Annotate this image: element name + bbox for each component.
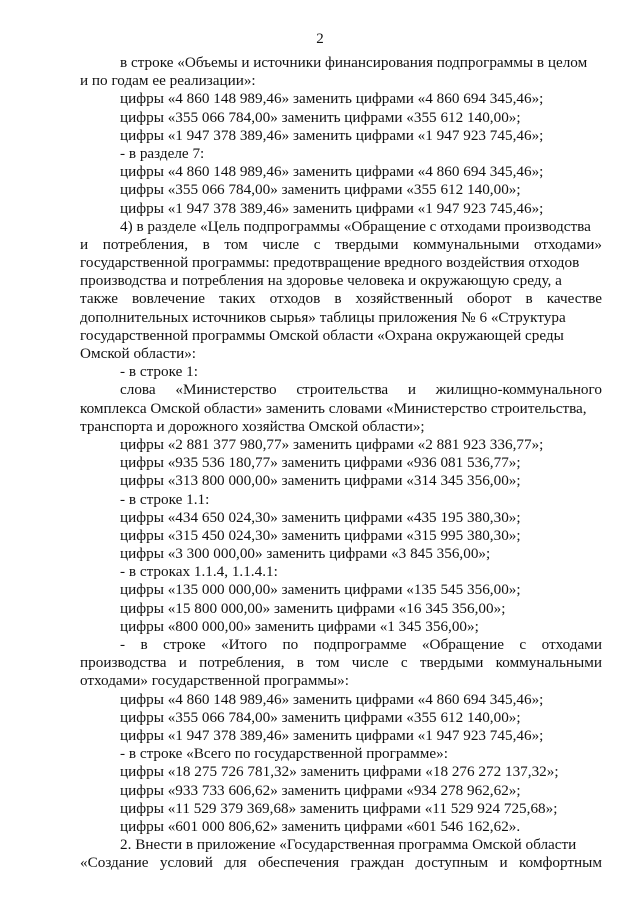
- text-line: цифры «4 860 148 989,46» заменить цифрами «4 860 694 345,46»;: [120, 163, 544, 181]
- text-line: цифры «800 000,00» заменить цифрами «1 345 356,00»;: [120, 617, 479, 635]
- document-body: [80, 54, 602, 872]
- text-line: цифры «1 947 378 389,46» заменить цифрами «1 947 923 745,46»;: [120, 199, 544, 217]
- text-line: производства и потребления, в том числе с твердыми коммунальными: [80, 654, 602, 672]
- text-line: цифры «1 947 378 389,46» заменить цифрами «1 947 923 745,46»;: [120, 126, 544, 144]
- text-line: цифры «1 947 378 389,46» заменить цифрами «1 947 923 745,46»;: [120, 726, 544, 744]
- text-line: цифры «15 800 000,00» заменить цифрами «16 345 356,00»;: [120, 599, 506, 617]
- text-line: цифры «18 275 726 781,32» заменить цифрами «18 276 272 137,32»;: [120, 763, 559, 781]
- text-line: дополнительных источников сырья» таблицы приложения № 6 «Структура: [80, 308, 566, 326]
- text-line: - в строках 1.1.4, 1.1.4.1:: [120, 563, 278, 581]
- text-line: 4) в разделе «Цель подпрограммы «Обращение с отходами производства: [120, 217, 591, 235]
- text-line: государственной программы Омской области «Охрана окружающей среды: [80, 326, 564, 344]
- text-line: - в строке «Всего по государственной программе»:: [120, 745, 448, 763]
- text-line: цифры «933 733 606,62» заменить цифрами «934 278 962,62»;: [120, 781, 521, 799]
- text-line: слова «Министерство строительства и жилищно-коммунального: [120, 381, 602, 399]
- text-line: - в разделе 7:: [120, 144, 205, 162]
- text-line: цифры «434 650 024,30» заменить цифрами «435 195 380,30»;: [120, 508, 521, 526]
- text-line: цифры «601 000 806,62» заменить цифрами «601 546 162,62».: [120, 817, 521, 835]
- text-line: цифры «4 860 148 989,46» заменить цифрами «4 860 694 345,46»;: [120, 690, 544, 708]
- text-line: и потребления, в том числе с твердыми коммунальными отходами»: [80, 235, 602, 253]
- text-line: цифры «315 450 024,30» заменить цифрами «315 995 380,30»;: [120, 526, 521, 544]
- text-line: цифры «3 300 000,00» заменить цифрами «3 845 356,00»;: [120, 545, 491, 563]
- text-line: цифры «355 066 784,00» заменить цифрами «355 612 140,00»;: [120, 708, 521, 726]
- text-line: государственной программы: предотвращение вредного воздействия отходов: [80, 254, 580, 272]
- text-line: 2. Внести в приложение «Государственная программа Омской области: [120, 836, 577, 854]
- text-line: цифры «4 860 148 989,46» заменить цифрами «4 860 694 345,46»;: [120, 90, 544, 108]
- text-line: цифры «935 536 180,77» заменить цифрами «936 081 536,77»;: [120, 454, 521, 472]
- text-line: цифры «2 881 377 980,77» заменить цифрами «2 881 923 336,77»;: [120, 435, 544, 453]
- text-line: транспорта и дорожного хозяйства Омской области»;: [80, 417, 425, 435]
- text-line: цифры «11 529 379 369,68» заменить цифрами «11 529 924 725,68»;: [120, 799, 558, 817]
- text-line: также вовлечение таких отходов в хозяйственный оборот в качестве: [80, 290, 602, 308]
- text-line: Омской области»:: [80, 345, 197, 362]
- text-line: производства и потребления на здоровье человека и окружающую среду, а: [80, 272, 562, 290]
- text-line: цифры «135 000 000,00» заменить цифрами «135 545 356,00»;: [120, 581, 521, 599]
- text-line: комплекса Омской области» заменить словами «Министерство строительства,: [80, 399, 587, 417]
- text-line: цифры «355 066 784,00» заменить цифрами «355 612 140,00»;: [120, 181, 521, 199]
- text-line: - в строке «Итого по подпрограмме «Обращение с отходами: [120, 636, 602, 653]
- text-line: отходами» государственной программы»:: [80, 672, 349, 690]
- text-line: в строке «Объемы и источники финансирования подпрограммы в целом: [120, 54, 588, 71]
- text-line: цифры «313 800 000,00» заменить цифрами «314 345 356,00»;: [120, 472, 521, 490]
- text-line: - в строке 1:: [120, 363, 198, 381]
- text-line: цифры «355 066 784,00» заменить цифрами «355 612 140,00»;: [120, 108, 521, 126]
- page-number: 2: [316, 31, 324, 47]
- text-line: «Создание условий для обеспечения граждан доступным и комфортным: [80, 854, 602, 872]
- text-line: - в строке 1.1:: [120, 490, 210, 508]
- text-line: и по годам ее реализации»:: [80, 72, 256, 90]
